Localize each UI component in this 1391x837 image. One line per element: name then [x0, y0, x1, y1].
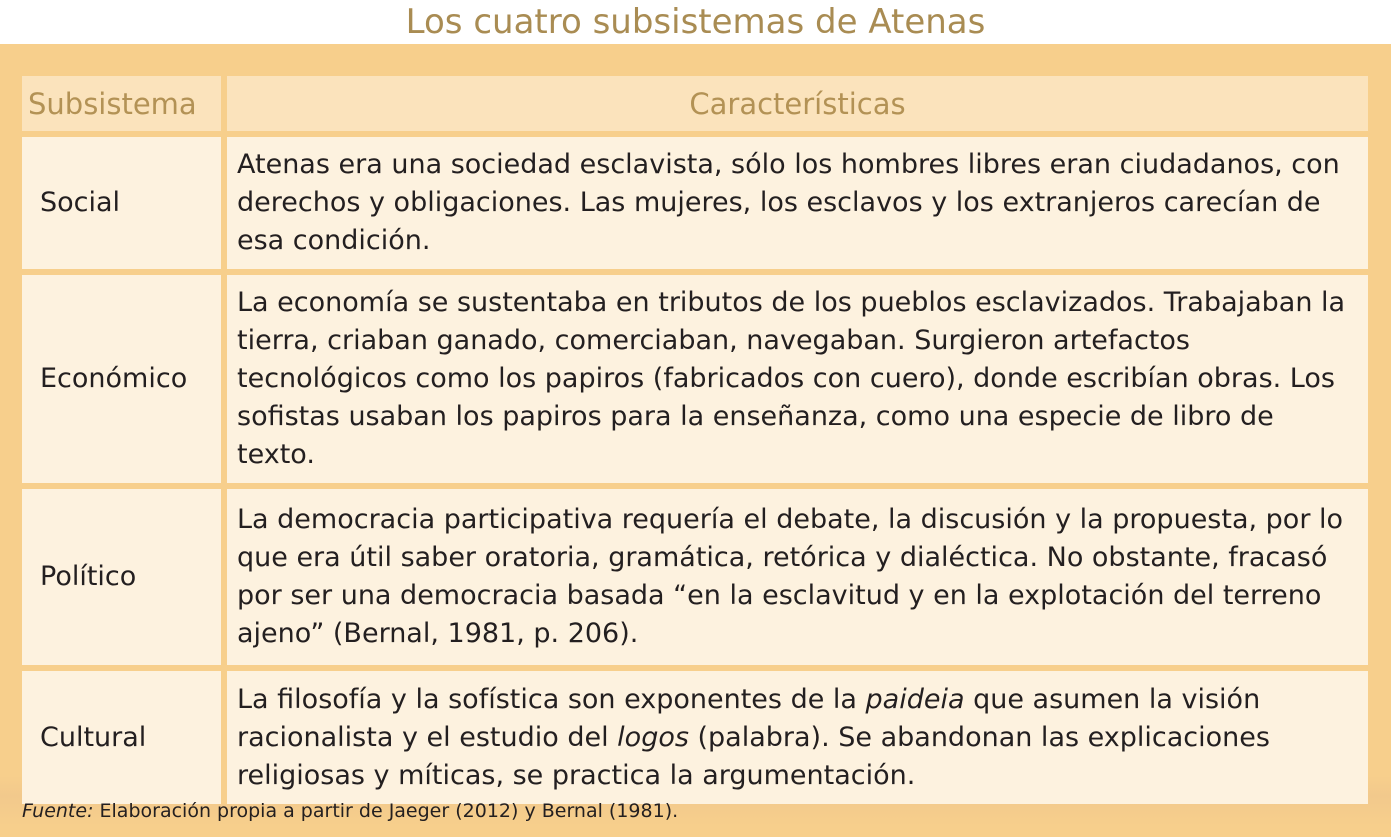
table-row [22, 275, 1368, 483]
text-run: La democracia participativa requería el debate, la discusión y la propuesta, por lo que era útil saber oratoria, gramática, retórica y dialéctica. No obstante, fracasó por ser una democracia basada “en la esclavitud y en la explotación del terreno ajeno” (Bernal, 1981, p. 206). [237, 504, 1344, 649]
subsystems-table [22, 70, 1368, 810]
source-note [22, 799, 678, 823]
table-row [22, 671, 1368, 804]
text-run: Atenas era una sociedad esclavista, sólo los hombres libres eran ciudadanos, con derechos y obligaciones. Las mujeres, los esclavos y los extranjeros carecían de esa condición. [237, 149, 1340, 256]
source-label: Fuente: [22, 800, 94, 822]
row-subsistema-cultural: Cultural [22, 671, 221, 804]
row-caracteristicas-social [221, 137, 1368, 269]
table-row [22, 489, 1368, 665]
header-caracteristicas: Características [221, 76, 1368, 131]
row-caracteristicas-cultural [221, 671, 1368, 804]
row-caracteristicas-economico [221, 275, 1368, 483]
source-text: Elaboración propia a partir de Jaeger (2012) y Bernal (1981). [93, 800, 679, 822]
table-title: Los cuatro subsistemas de Atenas [405, 2, 986, 42]
row-subsistema-economico: Económico [22, 275, 221, 483]
table-header-row [22, 76, 1368, 131]
table-row [22, 137, 1368, 269]
header-subsistema: Subsistema [22, 76, 221, 131]
italic-term-paideia: paideia [865, 683, 965, 715]
row-caracteristicas-politico [221, 489, 1368, 665]
text-run: que asumen la visión racionalista y el estudio del [237, 683, 1261, 753]
text-run: La economía se sustentaba en tributos de los pueblos esclavizados. Trabajaban la tierra, criaban ganado, comerciaban, navegaban. Surgieron artefactos tecnológicos como los papiros (fabricados con cuero), donde escribían obras. Los sofistas usaban los papiros para la enseñanza, como una especie de libro de texto. [237, 287, 1346, 470]
row-subsistema-social: Social [22, 137, 221, 269]
italic-term-logos: logos [617, 721, 689, 753]
row-subsistema-politico: Político [22, 489, 221, 665]
text-run: (palabra). Se abandonan las explicaciones religiosas y míticas, se practica la argumentación. [237, 721, 1270, 791]
text-run: La filosofía y la sofística son exponentes de la [237, 683, 866, 715]
